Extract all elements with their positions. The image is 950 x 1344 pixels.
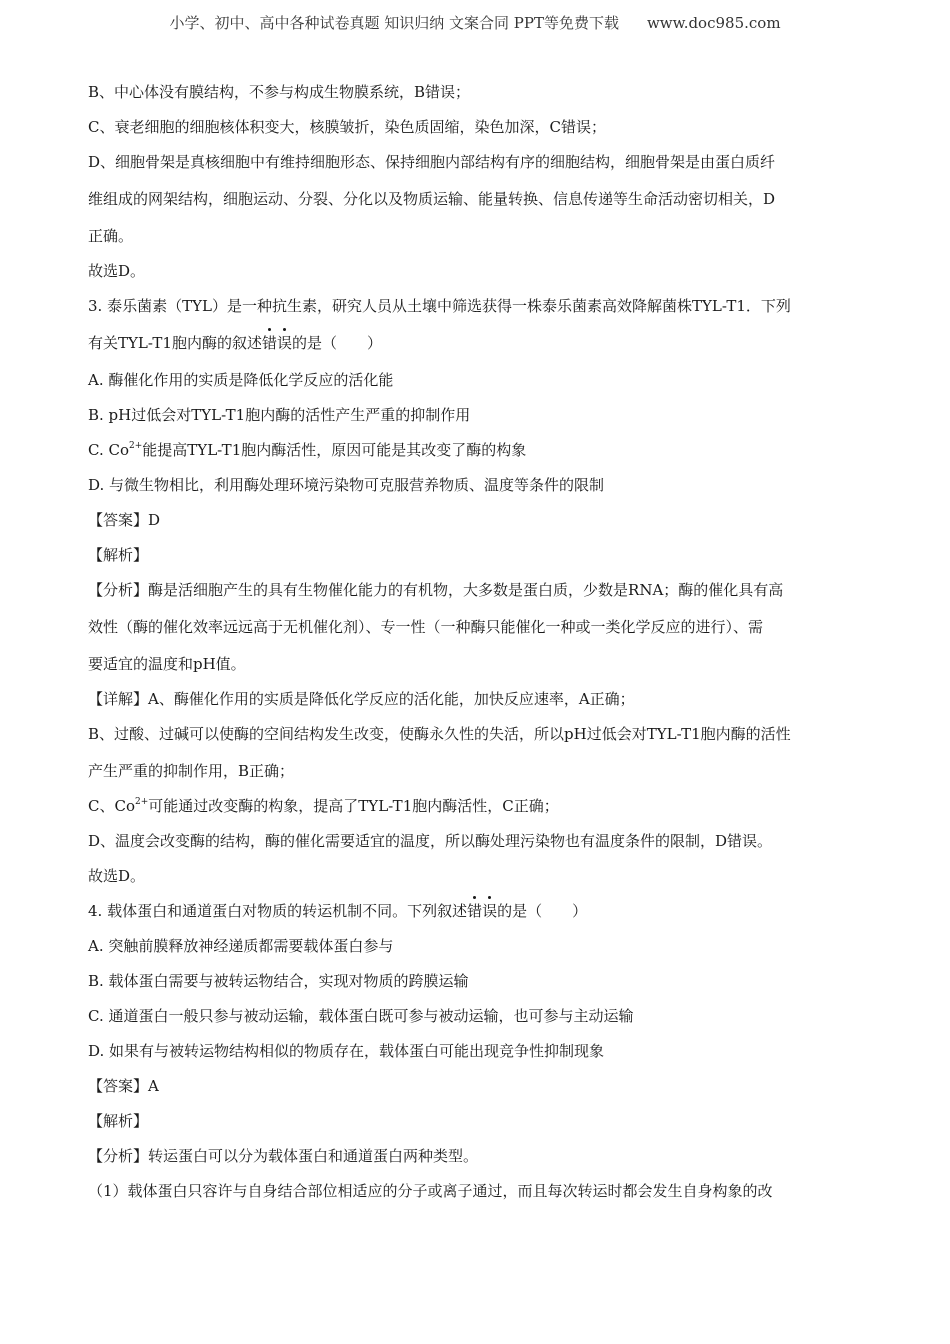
answer-label: 【答案】 [88,511,149,529]
document-body [88,80,868,1214]
answer-label: 【答案】 [88,1077,149,1095]
answer-line [88,1074,868,1109]
emphasis-char: 错 [262,331,277,355]
question-4-stem: 4. 载体蛋白和通道蛋白对物质的转运机制不同。下列叙述错误的是（ ） [88,899,868,934]
analysis-label: 【解析】 [88,1112,149,1130]
option-d: D. 与微生物相比，利用酶处理环境污染物可克服营养物质、温度等条件的限制 [88,476,605,494]
detail-line: D、温度会改变酶的结构，酶的催化需要适宜的温度，所以酶处理污染物也有温度条件的限制，D错误。 [88,832,773,850]
analysis-line: 要适宜的温度和pH值。 [88,655,246,673]
detail-line: 产生严重的抑制作用，B正确； [88,762,295,780]
emphasis-char: 误 [482,899,497,923]
text-line: 正确。 [88,227,134,245]
option-c: C. $Co^{2+}$能提高TYL-T1胞内酶活性，原因可能是其改变了酶的构象 [88,441,527,459]
text-line: 维组成的网架结构，细胞运动、分裂、分化以及物质运输、能量转换、信息传递等生命活动密切相关，D [88,190,776,208]
analysis-line: 效性（酶的催化效率远远高于无机催化剂）、专一性（一种酶只能催化一种或一类化学反应的进行）、需 [88,618,764,636]
emphasis-char: 误 [277,331,292,355]
option-a: A. 酶催化作用的实质是降低化学反应的活化能 [88,371,394,389]
option-b: B. pH过低会对TYL-T1胞内酶的活性产生严重的抑制作用 [88,406,471,424]
option-d: D. 如果有与被转运物结构相似的物质存在，载体蛋白可能出现竞争性抑制现象 [88,1042,605,1060]
analysis-line: 【分析】转运蛋白可以分为载体蛋白和通道蛋白两种类型。 [88,1147,479,1165]
answer-value: D [148,511,161,529]
option-c: C. 通道蛋白一般只参与被动运输，载体蛋白既可参与被动运输，也可参与主动运输 [88,1007,634,1025]
answer-line [88,508,868,543]
option-a: A. 突触前膜释放神经递质都需要载体蛋白参与 [88,937,394,955]
text-line: C、衰老细胞的细胞核体积变大，核膜皱折，染色质固缩，染色加深，C错误； [88,118,606,136]
detail-line: 【详解】A、酶催化作用的实质是降低化学反应的活化能，加快反应速率，A正确； [88,690,635,708]
question-3-stem-cont: 有关TYL-T1胞内酶的叙述错误的是（ ） [88,331,868,368]
question-3-stem: 3. 泰乐菌素（TYL）是一种抗生素，研究人员从土壤中筛选获得一株泰乐菌素高效降解菌株TYL-T1．下列 [88,297,791,315]
choose-line: 故选D。 [88,867,146,885]
analysis-line: 【分析】酶是活细胞产生的具有生物催化能力的有机物，大多数是蛋白质，少数是RNA；酶的催化具有高 [88,581,784,599]
emphasis-char: 错 [467,899,482,923]
detail-line: C、$Co^{2+}$可能通过改变酶的构象，提高了TYL-T1胞内酶活性，C正确； [88,797,559,815]
header-text: 小学、初中、高中各种试卷真题 知识归纳 文案合同 PPT等免费下载 [169,14,619,32]
answer-value: A [148,1077,159,1095]
analysis-label: 【解析】 [88,546,149,564]
detail-line: B、过酸、过碱可以使酶的空间结构发生改变，使酶永久性的失活，所以pH过低会对TYL-T1胞内酶的活性 [88,725,791,743]
text-line: 故选D。 [88,262,146,280]
header-site-link[interactable]: www.doc985.com [646,14,781,32]
text-line: D、细胞骨架是真核细胞中有维持细胞形态、保持细胞内部结构有序的细胞结构，细胞骨架是由蛋白质纤 [88,153,776,171]
option-b: B. 载体蛋白需要与被转运物结合，实现对物质的跨膜运输 [88,972,469,990]
analysis-line: （1）载体蛋白只容许与自身结合部位相适应的分子或离子通过，而且每次转运时都会发生自身构象的改 [88,1182,773,1200]
page-header [0,12,950,33]
text-line: B、中心体没有膜结构，不参与构成生物膜系统，B错误； [88,83,471,101]
